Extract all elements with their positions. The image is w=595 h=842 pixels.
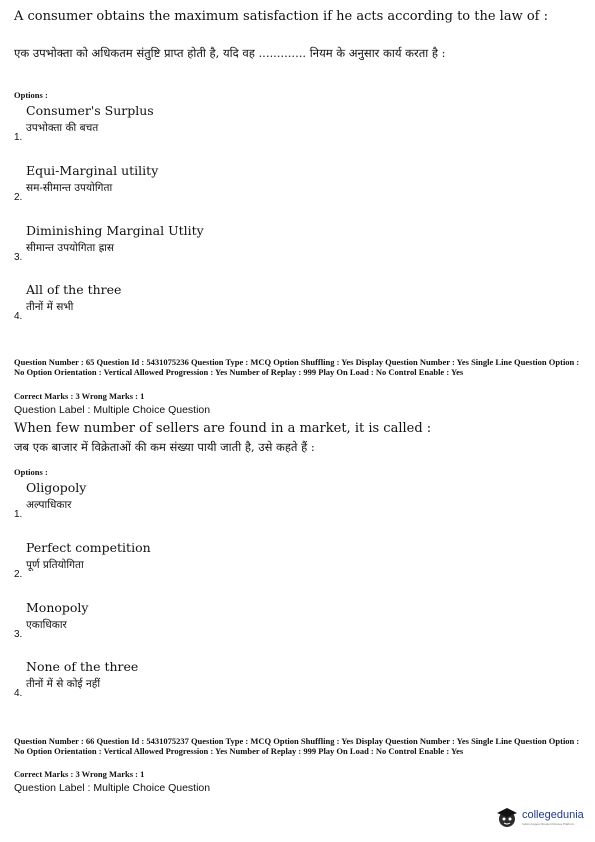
option-text-hi: सीमान्त उपयोगिता ह्रास	[26, 242, 114, 254]
option-text-hi: एकाधिकार	[26, 619, 67, 631]
options-label: Options :	[14, 90, 48, 100]
option-text-hi: उपभोक्ता की बचत	[26, 122, 99, 134]
option-text-en: Oligopoly	[26, 480, 87, 495]
option-text-hi: अल्पाधिकार	[26, 499, 72, 511]
option-1[interactable]	[14, 103, 414, 153]
question-meta: Question Number : 65 Question Id : 5431075236 Question Type : MCQ Option Shuffling : Yes Display Question Number : Yes Single Line Question Option : No Option Orientation : Vertical Allowed Progression : Yes Number of Replay : 999 Play On Load : No Control Enable : Yes	[14, 357, 580, 377]
option-4[interactable]	[14, 282, 414, 332]
option-number: 4.	[14, 688, 23, 699]
option-text-en: None of the three	[26, 659, 139, 674]
option-text-hi: तीनों में से कोई नहीं	[26, 678, 101, 690]
option-text-en: Diminishing Marginal Utlity	[26, 223, 204, 238]
option-2[interactable]	[14, 163, 414, 213]
option-text-en: All of the three	[26, 282, 122, 297]
question-meta: Question Number : 66 Question Id : 5431075237 Question Type : MCQ Option Shuffling : Yes Display Question Number : Yes Single Line Question Option : No Option Orientation : Vertical Allowed Progression : Yes Number of Replay : 999 Play On Load : No Control Enable : Yes	[14, 736, 580, 756]
graduation-cap-icon	[495, 805, 519, 829]
option-2[interactable]	[14, 540, 414, 590]
option-3[interactable]	[14, 600, 414, 650]
question-text-en: When few number of sellers are found in a market, it is called :	[14, 421, 432, 436]
option-number: 4.	[14, 311, 23, 322]
question-text-hi: एक उपभोक्ता को अधिकतम संतुष्टि प्राप्त होती है, यदि वह ............. नियम के अनुसार कार्य करता है :	[14, 46, 446, 60]
option-number: 2.	[14, 569, 23, 580]
question-label: Question Label : Multiple Choice Question	[14, 404, 211, 416]
question-text-hi: जब एक बाजार में विक्रेताओं की कम संख्या पायी जाती है, उसे कहते हैं :	[14, 440, 315, 454]
question-label: Question Label : Multiple Choice Question	[14, 782, 211, 794]
option-number: 1.	[14, 132, 23, 143]
marks-info: Correct Marks : 3 Wrong Marks : 1	[14, 769, 145, 779]
option-4[interactable]	[14, 659, 414, 709]
option-text-en: Perfect competition	[26, 540, 151, 555]
brand-tagline: India's largest Student Review Platform	[522, 821, 575, 826]
option-text-hi: सम-सीमान्त उपयोगिता	[26, 182, 113, 194]
option-text-hi: तीनों में सभी	[26, 301, 74, 313]
question-text-en: A consumer obtains the maximum satisfaction if he acts according to the law of :	[14, 9, 548, 24]
option-text-en: Equi-Marginal utility	[26, 163, 159, 178]
brand-name: collegedunia	[522, 808, 584, 821]
collegedunia-logo	[495, 805, 584, 829]
options-label: Options :	[14, 467, 48, 477]
option-3[interactable]	[14, 223, 414, 273]
option-number: 3.	[14, 629, 23, 640]
option-1[interactable]	[14, 480, 414, 530]
option-text-en: Consumer's Surplus	[26, 103, 154, 118]
option-number: 3.	[14, 252, 23, 263]
option-number: 2.	[14, 192, 23, 203]
marks-info: Correct Marks : 3 Wrong Marks : 1	[14, 391, 145, 401]
option-text-en: Monopoly	[26, 600, 89, 615]
option-number: 1.	[14, 509, 23, 520]
option-text-hi: पूर्ण प्रतियोगिता	[26, 559, 84, 571]
